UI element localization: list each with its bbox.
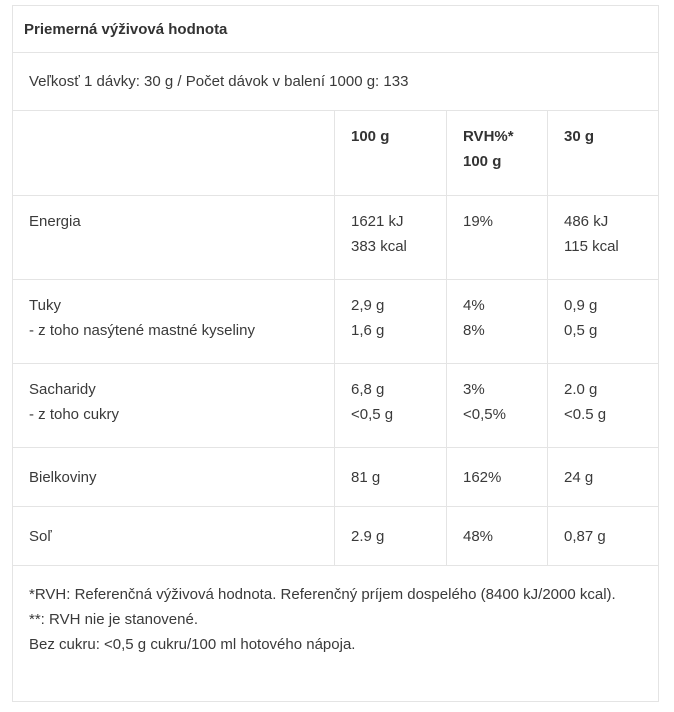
row-value-per-100g bbox=[335, 364, 447, 448]
value-line: 81 g bbox=[351, 468, 381, 486]
row-value-per-serving bbox=[548, 448, 659, 507]
value-line: 24 g bbox=[564, 468, 594, 486]
column-header-row bbox=[13, 111, 659, 196]
table-title-row bbox=[13, 6, 659, 53]
header-label-cell bbox=[13, 111, 335, 196]
row-value-rvh bbox=[447, 364, 548, 448]
row-value-per-serving bbox=[548, 364, 659, 448]
row-label bbox=[13, 507, 335, 566]
row-value-per-100g bbox=[335, 196, 447, 280]
value-line: 2.0 g bbox=[564, 381, 598, 398]
value-line: 3% bbox=[463, 381, 485, 398]
value-line: <0,5 g bbox=[351, 406, 394, 423]
row-value-per-100g bbox=[335, 448, 447, 507]
value-line: 2,9 g bbox=[351, 297, 385, 314]
table-row-fats bbox=[13, 280, 659, 364]
row-sublabel-line: - z toho cukry bbox=[29, 406, 120, 423]
value-line: 383 kcal bbox=[351, 238, 407, 255]
value-line: <0,5% bbox=[463, 406, 506, 423]
row-label-line: Energia bbox=[29, 213, 81, 230]
header-per-serving bbox=[548, 111, 659, 196]
row-label-line: Tuky bbox=[29, 297, 61, 314]
row-label-line: Bielkoviny bbox=[29, 468, 97, 486]
value-line: 1621 kJ bbox=[351, 213, 404, 230]
table-row-carbohydrates bbox=[13, 364, 659, 448]
value-line: 486 kJ bbox=[564, 213, 609, 230]
table-row-protein bbox=[13, 448, 659, 507]
header-rvh-line2: 100 g bbox=[463, 153, 502, 170]
table-notes bbox=[13, 566, 659, 702]
notes-row bbox=[13, 566, 659, 702]
serving-info: Veľkosť 1 dávky: 30 g / Počet dávok v balení 1000 g: 133 bbox=[13, 53, 659, 111]
row-label-line: Sacharidy bbox=[29, 381, 96, 398]
value-line: 0,87 g bbox=[564, 527, 606, 545]
row-label-line: Soľ bbox=[29, 527, 52, 545]
value-line: 1,6 g bbox=[351, 322, 385, 339]
serving-row bbox=[13, 53, 659, 111]
row-label bbox=[13, 448, 335, 507]
value-line: 6,8 g bbox=[351, 381, 385, 398]
row-value-per-serving bbox=[548, 196, 659, 280]
row-value-per-serving bbox=[548, 507, 659, 566]
row-value-rvh bbox=[447, 507, 548, 566]
value-line: 48% bbox=[463, 527, 494, 545]
header-per-serving-text: 30 g bbox=[564, 128, 595, 145]
row-value-per-100g bbox=[335, 280, 447, 364]
row-value-rvh bbox=[447, 280, 548, 364]
row-value-rvh bbox=[447, 196, 548, 280]
value-line: 162% bbox=[463, 468, 502, 486]
value-line: 19% bbox=[463, 213, 494, 230]
header-per-100g bbox=[335, 111, 447, 196]
row-value-per-serving bbox=[548, 280, 659, 364]
table-row-salt bbox=[13, 507, 659, 566]
row-value-rvh bbox=[447, 448, 548, 507]
header-rvh bbox=[447, 111, 548, 196]
value-line: 0,9 g bbox=[564, 297, 598, 314]
nutrition-table bbox=[12, 5, 659, 702]
header-rvh-line1: RVH%* bbox=[463, 128, 514, 145]
note-rvh-not-set: **: RVH nie je stanovené. bbox=[29, 611, 198, 628]
row-sublabel-line: - z toho nasýtené mastné kyseliny bbox=[29, 322, 255, 339]
row-label bbox=[13, 364, 335, 448]
value-line: 115 kcal bbox=[564, 238, 619, 255]
row-value-per-100g bbox=[335, 507, 447, 566]
row-label bbox=[13, 196, 335, 280]
value-line: 4% bbox=[463, 297, 485, 314]
value-line: 2.9 g bbox=[351, 527, 385, 545]
header-per-100g-text: 100 g bbox=[351, 128, 390, 145]
value-line: 8% bbox=[463, 322, 485, 339]
note-rvh-definition: *RVH: Referenčná výživová hodnota. Referenčný príjem dospelého (8400 kJ/2000 kcal). bbox=[29, 586, 616, 603]
table-title: Priemerná výživová hodnota bbox=[13, 6, 659, 53]
table-row-energy bbox=[13, 196, 659, 280]
value-line: <0.5 g bbox=[564, 406, 607, 423]
value-line: 0,5 g bbox=[564, 322, 598, 339]
note-sugar-free: Bez cukru: <0,5 g cukru/100 ml hotového nápoja. bbox=[29, 636, 356, 653]
row-label bbox=[13, 280, 335, 364]
